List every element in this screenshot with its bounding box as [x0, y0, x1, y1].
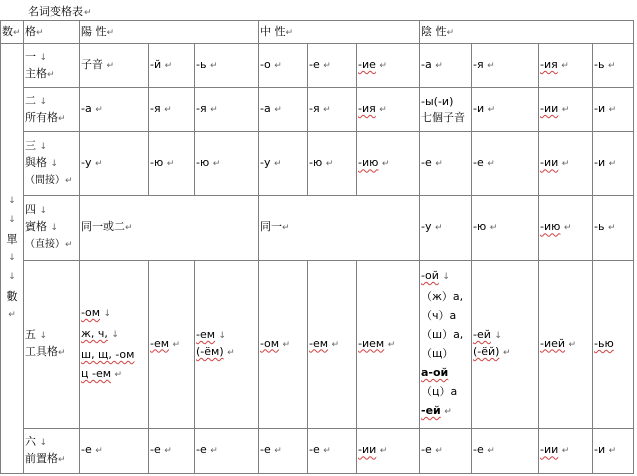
- case-name: 五 ↓ 工具格↵: [24, 260, 80, 428]
- cell: -ой ↓ （ж）а, （ч）а （ш）а, （щ） а-ой （ц）а -ей ↵: [420, 260, 472, 428]
- cell: 同一↵: [259, 196, 420, 260]
- cell: -ия ↵: [539, 44, 593, 88]
- cell: -е ↵: [149, 428, 195, 473]
- case-name: 三 ↓ 與格 ↓ （間接）↵: [24, 132, 80, 196]
- cell: -ь ↵: [593, 196, 634, 260]
- cell: -ем ↵: [149, 260, 195, 428]
- cell: -ю ↵: [195, 132, 259, 196]
- cell: -и ↵: [593, 428, 634, 473]
- header-masculine: 陽 性↵: [80, 21, 259, 44]
- singular-label: 單: [6, 233, 18, 247]
- cell: -е ↵: [195, 428, 259, 473]
- row-nominative: [1, 44, 634, 88]
- cell: -а ↵: [420, 44, 472, 88]
- header-neuter: 中 性↵: [259, 21, 420, 44]
- cell: -е ↵: [259, 428, 308, 473]
- cell: -и ↵: [472, 88, 539, 132]
- declension-table: [0, 20, 634, 474]
- cell: -ю ↵: [472, 196, 539, 260]
- cell: -е ↵: [420, 132, 472, 196]
- cell: -е ↵: [420, 428, 472, 473]
- cell: -ию ↵: [539, 196, 593, 260]
- cell: -ию ↵: [357, 132, 420, 196]
- cell: -и ↵: [593, 132, 634, 196]
- cell: -ю ↵: [308, 132, 357, 196]
- number-column: ↓ ↓ 單 ↓ ↓ 數 ↵: [1, 44, 24, 474]
- cell: -я ↵: [472, 44, 539, 88]
- cell: -е ↵: [472, 132, 539, 196]
- cell: -ем ↓ (-ём) ↵: [195, 260, 259, 428]
- cell: -я ↵: [149, 88, 195, 132]
- row-dative: [1, 132, 634, 196]
- header-number: 数↵: [1, 21, 24, 44]
- cell: -й ↵: [149, 44, 195, 88]
- cell: -е ↵: [308, 44, 357, 88]
- cell: -ом ↵: [259, 260, 308, 428]
- header-feminine: 陰 性↵: [420, 21, 634, 44]
- case-name: 六 ↓ 前置格↵: [24, 428, 80, 473]
- cell: -е ↵: [80, 428, 149, 473]
- cell: -ием ↵: [357, 260, 420, 428]
- cell: -ем ↵: [308, 260, 357, 428]
- cell: -у ↵: [420, 196, 472, 260]
- cell: -ией ↵: [539, 260, 593, 428]
- header-row: [1, 21, 634, 44]
- cell: -а ↵: [259, 88, 308, 132]
- header-case: 格↵: [24, 21, 80, 44]
- cell: -ие ↵: [357, 44, 420, 88]
- cell: 子音 ↵: [80, 44, 149, 88]
- cell: -е ↵: [472, 428, 539, 473]
- case-name: 二 ↓ 所有格↵: [24, 88, 80, 132]
- cell: -о ↵: [259, 44, 308, 88]
- cell: -ия ↵: [357, 88, 420, 132]
- cell: -у ↵: [259, 132, 308, 196]
- cell: -и ↵: [593, 88, 634, 132]
- cell: -у ↵: [80, 132, 149, 196]
- cell: -ей ↓ (-ёй) ↵: [472, 260, 539, 428]
- cell: -я ↵: [308, 88, 357, 132]
- cell: -ом ↓ ж, ч, ↓ ш, щ, -ом ц -ем ↵: [80, 260, 149, 428]
- row-instrumental: [1, 260, 634, 428]
- cell: -ы(-и) 七個子音: [420, 88, 472, 132]
- cell: -ью: [593, 260, 634, 428]
- cell: -ии ↵: [539, 428, 593, 473]
- row-genitive: [1, 88, 634, 132]
- row-prepositional: [1, 428, 634, 473]
- cell: -ии ↵: [539, 132, 593, 196]
- cell: -а ↵: [80, 88, 149, 132]
- cell: -ь ↵: [593, 44, 634, 88]
- cell: -ь ↵: [195, 44, 259, 88]
- cell: -ии ↵: [539, 88, 593, 132]
- case-name: 四 ↓ 賓格 ↓ （直接）↵: [24, 196, 80, 260]
- plural-label: 數: [6, 290, 18, 304]
- cell: -я ↵: [195, 88, 259, 132]
- cell: 同一或二↵: [80, 196, 259, 260]
- case-name: 一 ↓ 主格↵: [24, 44, 80, 88]
- cell: -ю ↵: [149, 132, 195, 196]
- table-title: 名词变格表↵: [28, 5, 92, 18]
- cell: -ии ↵: [357, 428, 420, 473]
- row-accusative: [1, 196, 634, 260]
- cell: -е ↵: [308, 428, 357, 473]
